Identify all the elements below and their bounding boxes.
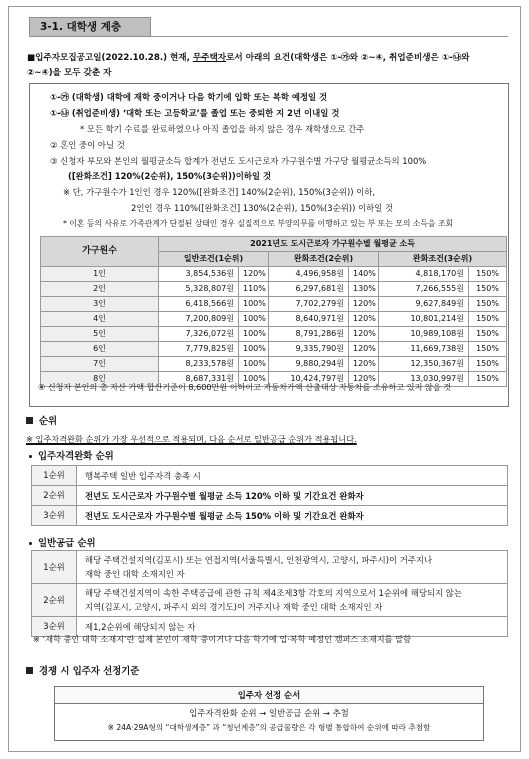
income-row [41,312,507,327]
document-page [8,6,521,752]
income-relaxed2-percent: 120% [349,312,379,327]
income-general-percent: 100% [239,342,269,357]
income-main-header: 2021년도 도시근로자 가구원수별 월평균 소득 [159,237,507,252]
income-relaxed2-percent: 120% [349,297,379,312]
income-row [41,327,507,342]
relax-priority-text: 전년도 도시근로자 가구원수별 월평균 소득 120% 이하 및 기간요건 완화자 [77,486,508,506]
relax-priority-row [32,486,508,506]
priority-note [26,434,357,444]
household-size-cell: 5인 [41,327,159,342]
income-relaxed2-percent: 120% [349,327,379,342]
income-general-value: 5,328,807원 [159,282,239,297]
selection-order-note: ※ 24A·29A형의 “대학생계층” 과 “청년계층”의 공급물량은 각 형별 통합하여 순위에 따라 추첨함 [107,722,431,732]
income-relaxed3-value: 4,818,170원 [379,267,469,282]
relax-priority-row [32,506,508,526]
req-3c: ※ 단, 가구원수가 1인인 경우 120%([완화조건] 140%(2순위), 150%(3순위)) 이하, [63,187,376,197]
income-relaxed2-percent: 120% [349,342,379,357]
income-relaxed2-percent: 120% [349,357,379,372]
general-priority-row [32,551,508,584]
relax-priority-rank: 1순위 [32,466,77,486]
req-3d: 2인인 경우 110%([완화조건] 130%(2순위), 150%(3순위)) 이하일 것 [131,203,394,213]
relax-priority-rank: 2순위 [32,486,77,506]
relax-priority-table [31,465,508,526]
req-3: ③ 신청자 부모와 본인의 월평균소득 합계가 전년도 도시근로자 가구원수별 가구당 월평균소득의 100% [50,156,427,166]
income-relaxed2-value: 9,880,294원 [269,357,349,372]
general-priority-text [77,584,508,617]
income-general-value: 8,233,578원 [159,357,239,372]
relax-priority-row [32,466,508,486]
household-size-cell: 1인 [41,267,159,282]
household-size-cell: 6인 [41,342,159,357]
household-size-cell: 2인 [41,282,159,297]
general-priority-line1: 해당 주택건설지역(김포시) 또는 연접지역(서울특별시, 인천광역시, 고양시, 파주시)이 거주지나 [85,555,433,565]
income-relaxed2-percent: 120% [349,372,379,387]
req-1-note: * 모든 학기 수료를 완료하였으나 아직 졸업을 하지 않은 경우 재학생으로 간주 [80,124,365,134]
income-row [41,282,507,297]
relax-priority-text: 행복주택 일반 입주자격 충족 시 [77,466,508,486]
income-general-value: 3,854,536원 [159,267,239,282]
title-divider [151,36,508,37]
income-general-percent: 100% [239,327,269,342]
income-general-percent: 120% [239,267,269,282]
income-row [41,357,507,372]
general-priority-line2: 재학 중인 대학 소재지인 자 [85,569,185,579]
income-relaxed3-percent: 150% [469,282,507,297]
general-priority-text [77,551,508,584]
competition-title [26,666,139,678]
income-relaxed2-value: 10,424,797원 [269,372,349,387]
income-general-value: 7,779,825원 [159,342,239,357]
campus-footnote: ※ ‘재학 중인 대학 소재지’란 실제 본인이 재학 중이거나 다음 학기에 입·복학 예정인 캠퍼스 소재지를 말함 [33,634,411,644]
bullet-icon [29,542,32,545]
income-relaxed2-value: 4,496,958원 [269,267,349,282]
general-priority-table [31,550,508,637]
general-priority-rank: 3순위 [32,617,77,637]
priority-title-text: 순위 [39,416,58,427]
household-size-header: 가구원수 [41,237,159,267]
relax-priority-title [29,451,114,463]
general-priority-rank: 1순위 [32,551,77,584]
income-table-body [41,267,507,387]
square-bullet-icon [26,667,33,674]
income-relaxed3-percent: 150% [469,312,507,327]
income-general-value: 8,687,331원 [159,372,239,387]
income-general-percent: 100% [239,372,269,387]
income-relaxed2-header: 완화조건(2순위) [269,252,379,267]
income-row [41,297,507,312]
req-1a: ①-㉮ (대학생) 대학에 재학 중이거나 다음 학기에 입학 또는 복학 예정일 것 [50,92,328,102]
income-relaxed2-value: 7,702,279원 [269,297,349,312]
bullet-icon [29,455,32,458]
req-3e: * 이혼 등의 사유로 가족관계가 단절된 상태인 경우 실질적으로 부양의무를 이행하고 있는 부 또는 모의 소득을 조회 [63,219,454,228]
income-general-percent: 100% [239,312,269,327]
general-priority-line1: 해당 주택건설지역이 속한 주택공급에 관한 규칙 제4조제3항 각호의 지역으로서 1순위에 해당되지 않는 [85,588,462,598]
household-size-cell: 7인 [41,357,159,372]
selection-order-text: 입주자격완화 순위 → 일반공급 순위 → 추첨 [189,708,349,718]
income-relaxed2-value: 9,335,790원 [269,342,349,357]
general-priority-title [29,538,96,550]
req-4: ④ 신청자 본인의 총 자산 가액 합산기준이 8,600만원 이하이고 자동차가액 산출대상 자동차를 소유하고 있지 않을 것 [38,382,452,392]
income-relaxed3-percent: 150% [469,357,507,372]
income-relaxed3-value: 10,989,108원 [379,327,469,342]
req-2: ② 혼인 중이 아닐 것 [50,140,125,150]
income-relaxed2-value: 8,640,971원 [269,312,349,327]
relax-priority-rank: 3순위 [32,506,77,526]
requirements-frame [29,83,509,407]
income-general-percent: 100% [239,357,269,372]
income-general-value: 7,326,072원 [159,327,239,342]
household-size-cell: 8인 [41,372,159,387]
eligibility-intro [27,51,513,81]
income-relaxed2-value: 6,297,681원 [269,282,349,297]
square-bullet-icon [26,417,33,424]
selection-order-title: 입주자 선정 순서 [55,687,483,704]
relax-priority-text: 전년도 도시근로자 가구원수별 월평균 소득 150% 이하 및 기간요건 완화자 [77,506,508,526]
income-relaxed3-value: 9,627,849원 [379,297,469,312]
intro-prefix: ■입주자모집공고일(2022.10.28.) 현재, [27,53,193,63]
income-relaxed3-value: 13,030,997원 [379,372,469,387]
general-priority-title-text: 일반공급 순위 [38,538,96,549]
section-title: 3-1. 대학생 계층 [29,17,151,37]
income-relaxed2-percent: 130% [349,282,379,297]
income-relaxed2-percent: 140% [349,267,379,282]
income-general-percent: 110% [239,282,269,297]
req-3b: ([완화조건] 120%(2순위), 150%(3순위))이하일 것 [68,171,272,181]
competition-title-text: 경쟁 시 입주자 선정기준 [39,666,140,677]
priority-title [26,416,57,428]
income-general-value: 7,200,809원 [159,312,239,327]
income-relaxed2-value: 8,791,286원 [269,327,349,342]
priority-note-text: ※ 입주자격완화 순위가 가장 우선적으로 적용되며, 다음 순서로 일반공급 순위가 적용됩니다. [26,434,357,444]
intro-line2: ②~④)을 모두 갖춘 자 [27,68,112,78]
req-1b: ①-㉯ (취업준비생) ‘대학 또는 고등학교’를 졸업 또는 중퇴한 지 2년 이내일 것 [50,108,340,118]
income-row [41,267,507,282]
general-priority-row [32,584,508,617]
household-size-cell: 3인 [41,297,159,312]
income-relaxed3-value: 10,801,214원 [379,312,469,327]
income-row [41,342,507,357]
intro-middle: 로서 아래의 요건(대학생은 ①-㉮와 ②~④, 취업준비생은 ①-㉯와 [226,53,470,63]
income-relaxed3-value: 12,350,367원 [379,357,469,372]
relax-priority-title-text: 입주자격완화 순위 [38,451,114,462]
income-relaxed3-value: 11,669,738원 [379,342,469,357]
income-general-percent: 100% [239,297,269,312]
selection-order-box [54,686,484,741]
general-priority-rank: 2순위 [32,584,77,617]
income-general-header: 일반조건(1순위) [159,252,269,267]
income-relaxed3-header: 완화조건(3순위) [379,252,507,267]
income-relaxed3-percent: 150% [469,267,507,282]
general-priority-line1: 제1,2순위에 해당되지 않는 자 [85,621,196,632]
intro-underlined: 무주택자 [192,53,227,63]
income-relaxed3-percent: 150% [469,342,507,357]
income-relaxed3-percent: 150% [469,297,507,312]
income-general-value: 6,418,566원 [159,297,239,312]
income-relaxed3-value: 7,266,555원 [379,282,469,297]
income-table [40,236,507,387]
general-priority-line2: 지역(김포시, 고양시, 파주시 외의 경기도)이 거주지나 재학 중인 대학 소재지인 자 [85,602,383,612]
household-size-cell: 4인 [41,312,159,327]
income-relaxed3-percent: 150% [469,327,507,342]
income-relaxed3-percent: 150% [469,372,507,387]
